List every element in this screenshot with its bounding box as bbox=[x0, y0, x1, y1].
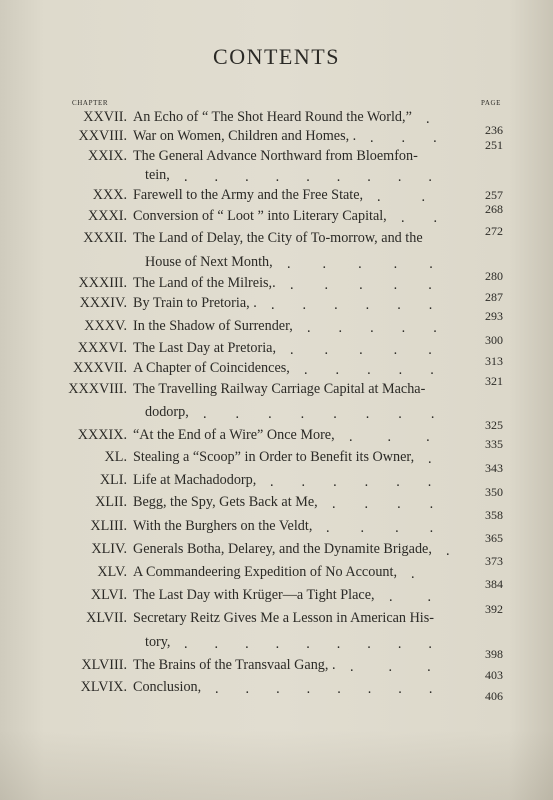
chapter-title: Farewell to the Army and the Free State, bbox=[133, 187, 364, 203]
chapter-number: XXXVI. bbox=[77, 340, 127, 356]
chapter-title: War on Women, Children and Homes, . bbox=[133, 128, 357, 144]
leader-dots: ........ bbox=[203, 406, 464, 422]
chapter-number: XLVI. bbox=[90, 587, 127, 603]
chapter-title: In the Shadow of Surrender, bbox=[133, 318, 293, 334]
leader-dots: .... bbox=[332, 496, 463, 512]
page-number: 398 bbox=[485, 647, 503, 661]
chapter-title-continued: tory, bbox=[145, 634, 171, 650]
leader-dots: ... bbox=[370, 130, 465, 146]
chapter-title: The Last Day with Krüger—a Tight Place, bbox=[133, 587, 375, 603]
contents-heading: CONTENTS bbox=[213, 44, 340, 69]
chapter-title: The Brains of the Transvaal Gang, . bbox=[133, 657, 336, 673]
page-number: 272 bbox=[485, 224, 503, 238]
page-number: 373 bbox=[485, 554, 503, 568]
leader-dots: .. bbox=[377, 189, 467, 205]
chapter-number: XL. bbox=[104, 449, 127, 465]
chapter-number: XXXIX. bbox=[77, 427, 127, 443]
leader-dots: ......... bbox=[184, 169, 459, 185]
page-number: 321 bbox=[485, 374, 503, 388]
page-number: 406 bbox=[485, 689, 503, 703]
chapter-number: XLVIII. bbox=[81, 657, 127, 673]
leader-dots: .. bbox=[389, 589, 467, 605]
chapter-title: The Land of the Milreis,. bbox=[133, 275, 276, 291]
chapter-title: The Travelling Railway Carriage Capital at Macha- bbox=[133, 381, 426, 397]
page-column-label: PAGE bbox=[481, 99, 502, 107]
leader-dots: . bbox=[426, 111, 467, 127]
page-number: 236 bbox=[485, 123, 503, 137]
chapter-number: XXXVIII. bbox=[68, 381, 127, 397]
leader-dots: ......... bbox=[184, 636, 459, 652]
chapter-number: XXVII. bbox=[83, 109, 127, 125]
page-number: 343 bbox=[485, 461, 503, 475]
page-number: 293 bbox=[485, 309, 503, 323]
chapter-title: With the Burghers on the Veldt, bbox=[133, 518, 313, 534]
chapter-number: XLIV. bbox=[91, 541, 127, 557]
chapter-number: XLVIX. bbox=[80, 679, 127, 695]
chapter-title: “At the End of a Wire” Once More, bbox=[133, 427, 335, 443]
chapter-number: XXXI. bbox=[87, 208, 127, 224]
chapter-title: The Last Day at Pretoria, bbox=[133, 340, 277, 356]
leader-dots: ..... bbox=[307, 320, 465, 336]
page-number: 251 bbox=[485, 138, 503, 152]
leader-dots: ........ bbox=[215, 681, 460, 697]
page-number: 325 bbox=[485, 418, 503, 432]
chapter-number: XXXIII. bbox=[78, 275, 127, 291]
chapter-title: Secretary Reitz Gives Me a Lesson in American His- bbox=[133, 610, 434, 626]
page-number: 384 bbox=[485, 577, 503, 591]
chapter-number: XXX. bbox=[92, 187, 127, 203]
chapter-number: XXIX. bbox=[87, 148, 127, 164]
chapter-title: An Echo of “ The Shot Heard Round the World,” bbox=[133, 109, 412, 125]
chapter-number: XLII. bbox=[95, 494, 127, 510]
page-number: 257 bbox=[485, 188, 503, 202]
chapter-title: Conclusion, bbox=[133, 679, 202, 695]
page-number: 365 bbox=[485, 531, 503, 545]
page-number: 287 bbox=[485, 290, 503, 304]
chapter-number: XXXIV. bbox=[79, 295, 127, 311]
page-number: 313 bbox=[485, 354, 503, 368]
chapter-title: A Commandeering Expedition of No Account, bbox=[133, 564, 397, 580]
leader-dots: ... bbox=[349, 429, 465, 445]
chapter-number: XLIII. bbox=[90, 518, 127, 534]
page-number: 300 bbox=[485, 333, 503, 347]
chapter-title: A Chapter of Coincidences, bbox=[133, 360, 290, 376]
leader-dots: . bbox=[411, 566, 467, 582]
chapter-title: Life at Machadodorp, bbox=[133, 472, 257, 488]
leader-dots: ..... bbox=[304, 362, 462, 378]
leader-dots: ...... bbox=[270, 474, 460, 490]
chapter-title: By Train to Pretoria, . bbox=[133, 295, 257, 311]
chapter-number: XXXV. bbox=[84, 318, 127, 334]
page-number: 392 bbox=[485, 602, 503, 616]
chapter-title: The Land of Delay, the City of To-morrow, and the bbox=[133, 230, 423, 246]
page-number: 403 bbox=[485, 668, 503, 682]
chapter-title: Stealing a “Scoop” in Order to Benefit its Owner, bbox=[133, 449, 415, 465]
chapter-title: Begg, the Spy, Gets Back at Me, bbox=[133, 494, 318, 510]
chapter-number: XXVIII. bbox=[78, 128, 127, 144]
leader-dots: .. bbox=[401, 210, 467, 226]
chapter-number: XLI. bbox=[99, 472, 127, 488]
page-number: 335 bbox=[485, 437, 503, 451]
leader-dots: ...... bbox=[271, 297, 461, 313]
page-number: 280 bbox=[485, 269, 503, 283]
chapter-number: XXXII. bbox=[83, 230, 127, 246]
leader-dots: .... bbox=[326, 520, 465, 536]
leader-dots: ..... bbox=[290, 277, 463, 293]
page-number: 268 bbox=[485, 202, 503, 216]
chapter-title: Generals Botha, Delarey, and the Dynamite Brigade, bbox=[133, 541, 432, 557]
chapter-column-label: CHAPTER bbox=[72, 99, 109, 107]
chapter-title: The General Advance Northward from Bloemfon- bbox=[133, 148, 418, 164]
chapter-number: XXXVII. bbox=[73, 360, 127, 376]
leader-dots: . bbox=[428, 451, 467, 467]
page-number: 358 bbox=[485, 508, 503, 522]
chapter-number: XLV. bbox=[97, 564, 127, 580]
leader-dots: ... bbox=[350, 659, 466, 675]
page-number: 350 bbox=[485, 485, 503, 499]
chapter-title: Conversion of “ Loot ” into Literary Capital, bbox=[133, 208, 387, 224]
chapter-title-continued: dodorp, bbox=[145, 404, 189, 420]
leader-dots: ..... bbox=[290, 342, 463, 358]
chapter-number: XLVII. bbox=[86, 610, 127, 626]
leader-dots: . bbox=[446, 543, 467, 559]
leader-dots: ..... bbox=[287, 256, 465, 272]
chapter-title-continued: House of Next Month, bbox=[145, 254, 273, 270]
chapter-title-continued: tein, bbox=[145, 167, 170, 183]
